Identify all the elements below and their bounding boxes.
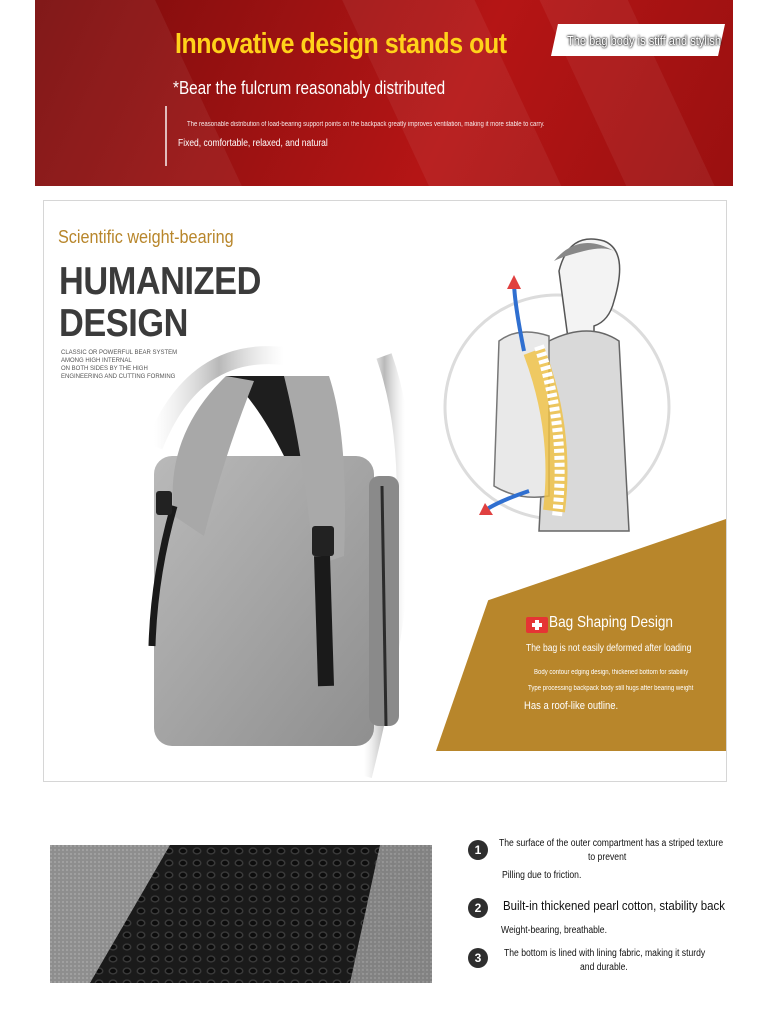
shaping-line-3: Type processing backpack body still hugs after bearing weight — [528, 685, 694, 692]
caption-line: CLASSIC OR POWERFUL BEAR SYSTEM — [61, 350, 178, 356]
banner-description: The reasonable distribution of load-bearing support points on the backpack greatly improves ventilation, making it more stable to carry. — [187, 121, 545, 128]
shaping-line-2: Body contour edging design, thickened bottom for stability — [534, 669, 689, 676]
feature-2-line-1: Built-in thickened pearl cotton, stability back — [503, 898, 725, 913]
banner-divider — [165, 106, 167, 166]
panel-subtitle: Scientific weight-bearing — [58, 227, 234, 247]
shaping-design-card — [436, 519, 726, 751]
swiss-flag-icon — [526, 617, 548, 633]
shaping-line-1: The bag is not easily deformed after loading — [526, 643, 692, 654]
feature-1-line-1: The surface of the outer compartment has a striped texture — [499, 838, 724, 849]
feature-3-line-2: and durable. — [580, 962, 628, 973]
banner-tag-text: The bag body is stiff and stylish — [567, 33, 721, 48]
panel-title-line-1: HUMANIZED — [59, 260, 261, 303]
caption-line: ON BOTH SIDES BY THE HIGH — [61, 366, 148, 372]
caption-line: AMONG HIGH INTERNAL — [61, 358, 132, 364]
backpack-back-illustration — [134, 336, 434, 782]
panel-title — [59, 261, 261, 345]
banner-description-2: Fixed, comfortable, relaxed, and natural — [178, 138, 328, 149]
feature-1-line-3: Pilling due to friction. — [502, 870, 582, 881]
shaping-design-title: Bag Shaping Design — [549, 614, 674, 631]
design-panel — [43, 200, 727, 782]
feature-2-line-2: Weight-bearing, breathable. — [501, 925, 607, 936]
mesh-detail-photo — [50, 845, 432, 983]
feature-3-line-1: The bottom is lined with lining fabric, making it sturdy — [504, 948, 706, 959]
shaping-line-4: Has a roof-like outline. — [524, 700, 619, 712]
banner-subtitle: *Bear the fulcrum reasonably distributed — [173, 78, 446, 98]
panel-title-line-2: DESIGN — [59, 302, 188, 345]
feature-1-line-2: to prevent — [588, 852, 627, 863]
top-banner — [35, 0, 733, 186]
number-1-icon: 1 — [468, 840, 488, 860]
mesh-texture-illustration — [50, 845, 432, 983]
number-2-icon: 2 — [468, 898, 488, 918]
ergonomic-spine-illustration — [439, 231, 679, 541]
caption-line: ENGINEERING AND CUTTING FORMING — [61, 374, 176, 380]
number-3-icon: 3 — [468, 948, 488, 968]
banner-title: Innovative design stands out — [175, 28, 507, 60]
